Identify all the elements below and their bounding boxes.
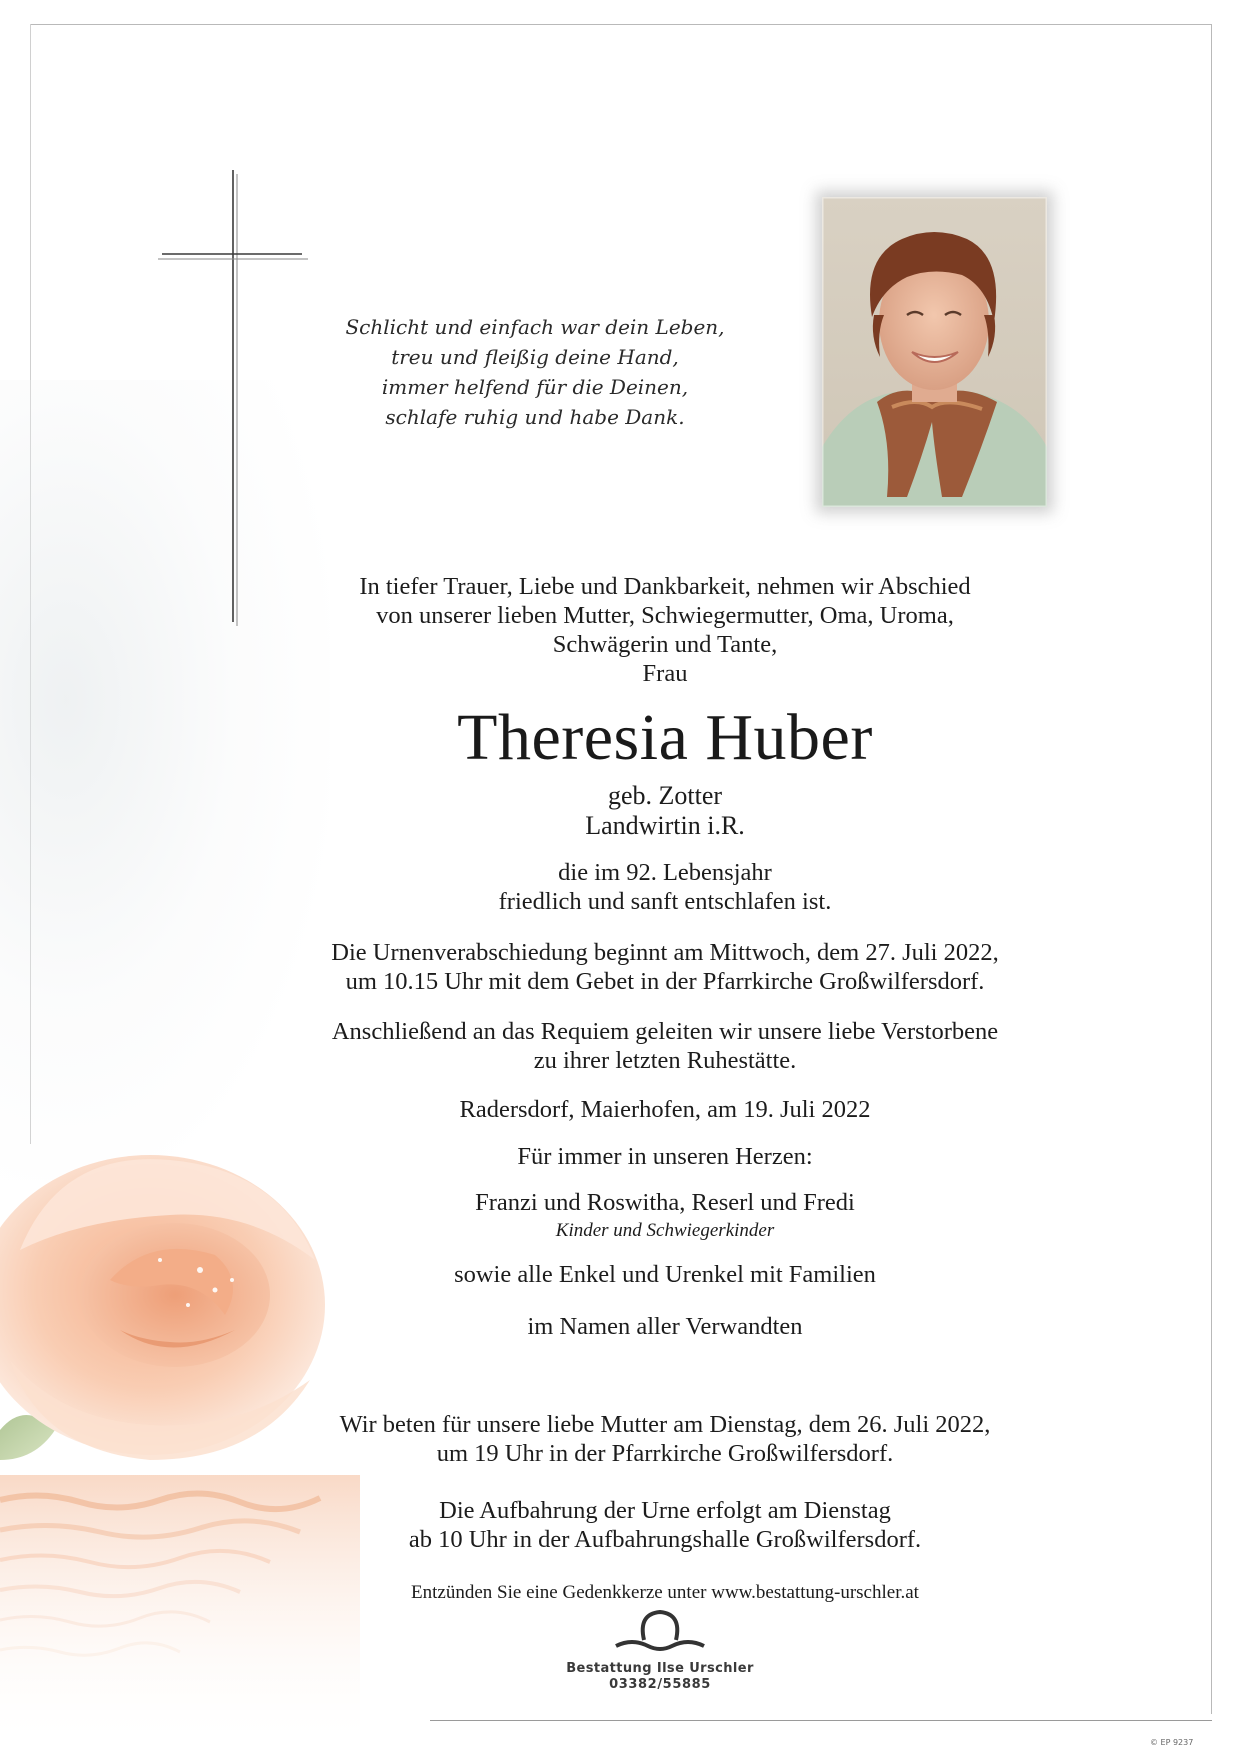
intro-line: von unserer lieben Mutter, Schwiegermutter, Oma, Uroma,	[376, 602, 954, 629]
intro-line: Schwägerin und Tante,	[552, 631, 778, 658]
undertaker-name: Bestattung Ilse Urschler	[566, 1661, 754, 1676]
ceremony-line: um 10.15 Uhr mit dem Gebet in der Pfarrkirche Großwilfersdorf.	[345, 968, 985, 995]
occupation: Landwirtin i.R.	[585, 811, 745, 840]
verse-line: Schlicht und einfach war dein Leben,	[345, 315, 725, 339]
passing-line: friedlich und sanft entschlafen ist.	[498, 888, 832, 915]
ceremony-text	[250, 938, 1080, 996]
requiem-text	[250, 1017, 1080, 1075]
passing-text	[250, 858, 1080, 916]
cross-icon	[158, 170, 308, 630]
memorial-verse	[300, 312, 770, 432]
verse-line: immer helfend für die Deinen,	[381, 375, 689, 399]
place-date: Radersdorf, Maierhofen, am 19. Juli 2022	[459, 1096, 871, 1123]
mourners-children: Franzi und Roswitha, Reserl und Fredi	[475, 1189, 855, 1216]
candle-link[interactable]: Entzünden Sie eine Gedenkkerze unter www.bestattung-urschler.at	[411, 1582, 919, 1603]
passing-line: die im 92. Lebensjahr	[558, 859, 772, 886]
lying-in-state-line: Die Aufbahrung der Urne erfolgt am Dienstag	[439, 1497, 891, 1524]
mourners-children-caption: Kinder und Schwiegerkinder	[555, 1220, 775, 1241]
frame-line-right	[1211, 24, 1212, 1714]
undertaker-phone: 03382/55885	[609, 1677, 711, 1692]
rose-icon	[0, 1130, 380, 1750]
ceremony-line: Die Urnenverabschiedung beginnt am Mittwoch, dem 27. Juli 2022,	[331, 939, 999, 966]
intro-line: Frau	[642, 660, 688, 687]
intro-text	[250, 572, 1080, 688]
maiden-name: geb. Zotter	[607, 781, 723, 810]
lying-in-state-line: ab 10 Uhr in der Aufbahrungshalle Großwilfersdorf.	[408, 1526, 922, 1553]
frame-line-bottom	[430, 1720, 1212, 1721]
hearts-text: Für immer in unseren Herzen:	[517, 1143, 813, 1170]
undertaker-logo	[560, 1606, 760, 1696]
requiem-line: zu ihrer letzten Ruhestätte.	[533, 1047, 797, 1074]
prayer-line: Wir beten für unsere liebe Mutter am Dienstag, dem 26. Juli 2022,	[339, 1411, 991, 1438]
portrait-photo	[822, 197, 1047, 507]
verse-line: schlafe ruhig und habe Dank.	[385, 405, 685, 429]
deceased-name: Theresia Huber	[457, 701, 873, 774]
requiem-line: Anschließend an das Requiem geleiten wir unsere liebe Verstorbene	[331, 1018, 999, 1045]
print-code: © EP 9237	[1150, 1738, 1194, 1747]
mourners-grandchildren: sowie alle Enkel und Urenkel mit Familien	[454, 1261, 876, 1288]
undertaker-emblem-icon	[600, 1606, 720, 1656]
verse-line: treu und fleißig deine Hand,	[391, 345, 679, 369]
frame-line-top	[30, 24, 1212, 25]
intro-line: In tiefer Trauer, Liebe und Dankbarkeit, nehmen wir Abschied	[359, 573, 971, 600]
mourners-relatives: im Namen aller Verwandten	[527, 1313, 803, 1340]
prayer-line: um 19 Uhr in der Pfarrkirche Großwilfersdorf.	[436, 1440, 894, 1467]
